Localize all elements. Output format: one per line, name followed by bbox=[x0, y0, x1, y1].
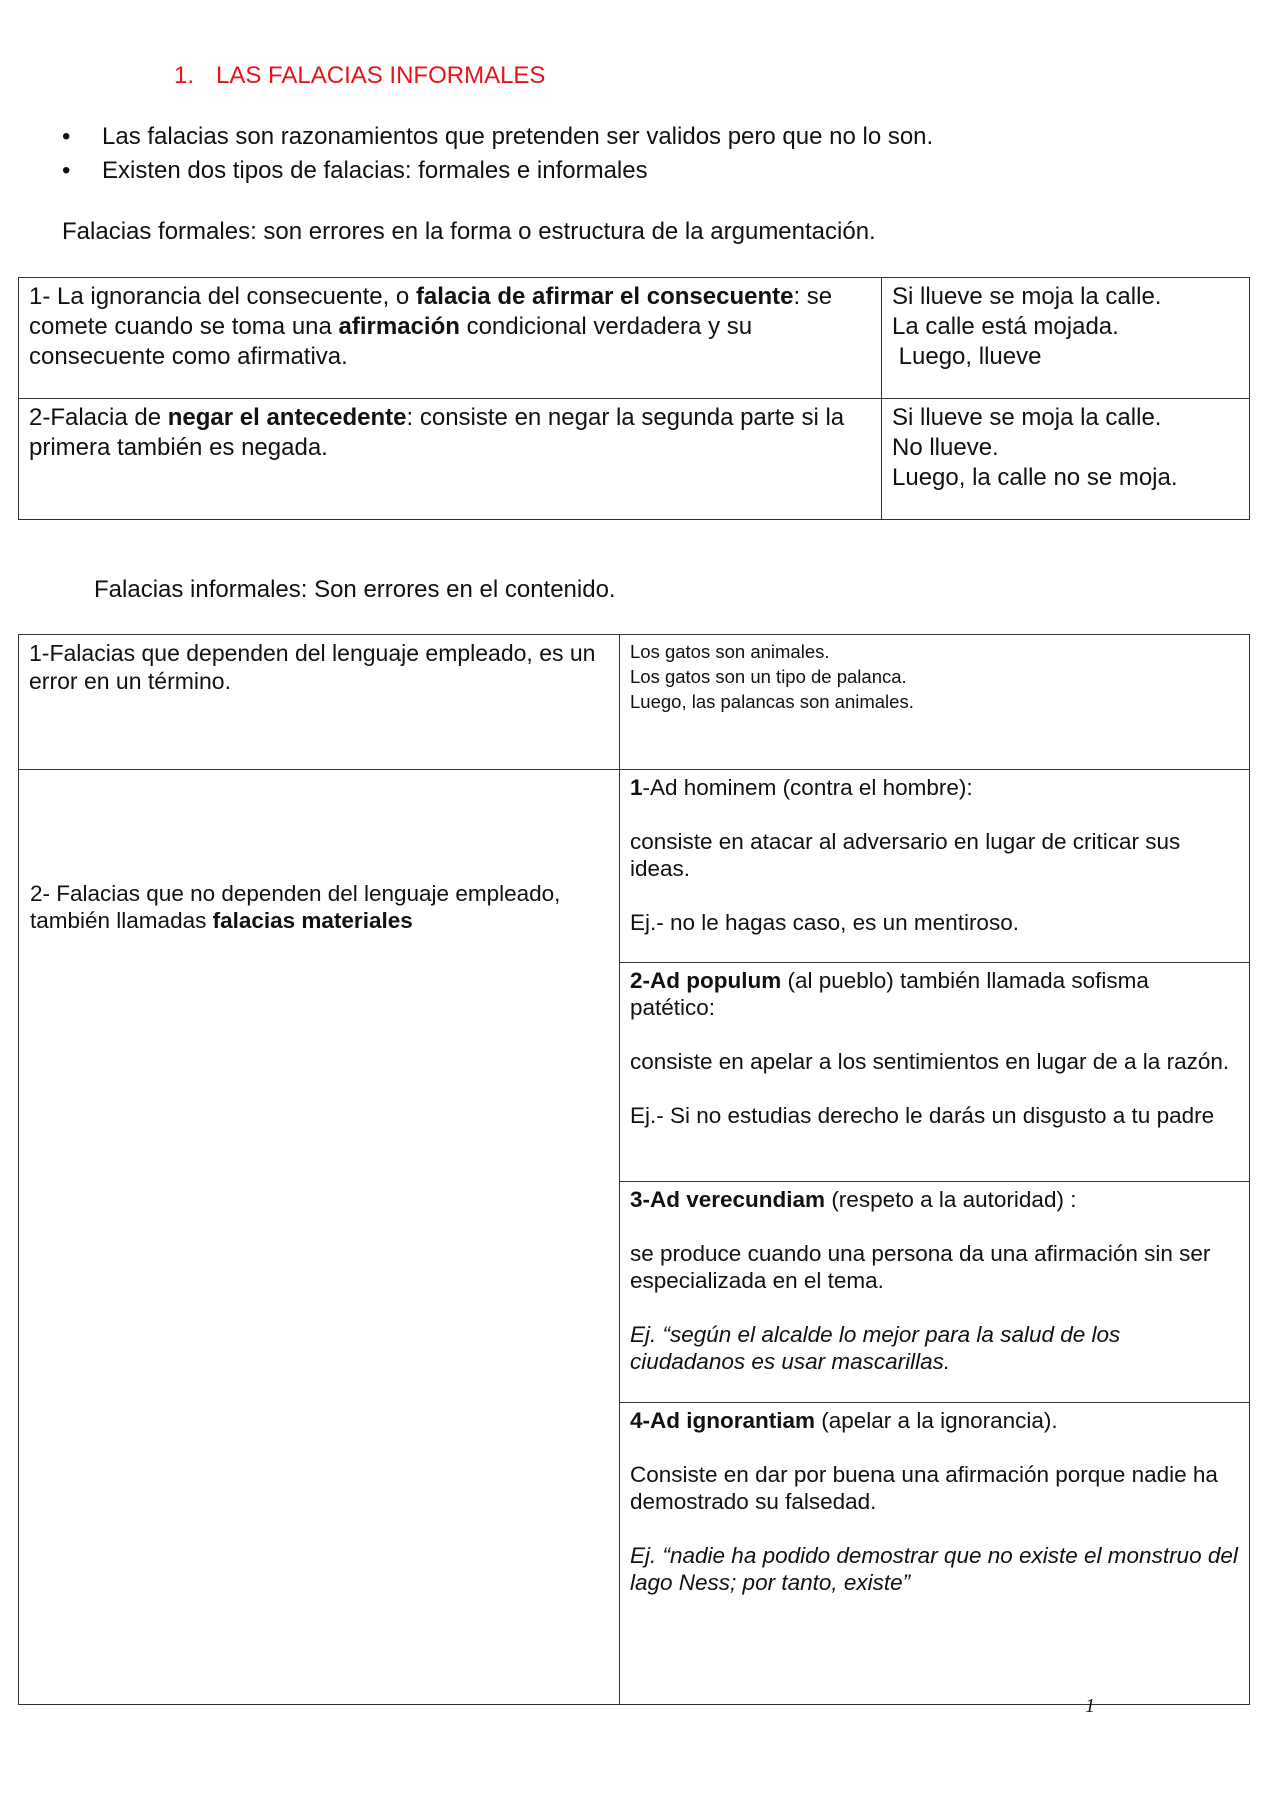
fallacy-name: (apelar a la ignorancia). bbox=[815, 1408, 1058, 1433]
text: condicional verdadera y su consecuente como afirmativa. bbox=[29, 313, 753, 370]
formal-example-cell bbox=[882, 399, 1250, 520]
formal-definition-cell bbox=[19, 278, 882, 399]
text: : consiste en negar la segunda parte si la primera también es negada. bbox=[29, 404, 845, 461]
example-line: La calle está mojada. bbox=[892, 313, 1119, 340]
language-fallacy-cell: 1-Falacias que dependen del lenguaje empleado, es un error en un término. bbox=[19, 635, 620, 770]
fallacy-example: Ej. “según el alcalde lo mejor para la salud de los ciudadanos es usar mascarillas. bbox=[630, 1322, 1121, 1374]
fallacy-name: (al pueblo) también llamada sofisma patético: bbox=[630, 968, 1149, 1020]
formal-example-cell bbox=[882, 278, 1250, 399]
example-line: Luego, las palancas son animales. bbox=[630, 691, 914, 712]
fallacy-name: -Ad hominem (contra el hombre): bbox=[642, 775, 973, 800]
fallacy-description: consiste en apelar a los sentimientos en lugar de a la razón. bbox=[630, 1049, 1230, 1074]
text: 2- Falacias que no dependen del lenguaje empleado, también llamadas bbox=[30, 881, 561, 933]
fallacy-cell-ad-verecundiam bbox=[620, 1182, 1250, 1403]
table-row bbox=[19, 635, 1250, 770]
informal-fallacies-table bbox=[18, 634, 1250, 1705]
bold-term: falacias materiales bbox=[212, 908, 413, 933]
formal-definition-cell bbox=[19, 399, 882, 520]
example-line: No llueve. bbox=[892, 434, 999, 461]
example-line: Luego, llueve bbox=[892, 343, 1042, 370]
table-row bbox=[19, 399, 1250, 520]
section-title-text: LAS FALACIAS INFORMALES bbox=[216, 62, 546, 89]
example-line: Los gatos son un tipo de palanca. bbox=[630, 666, 907, 687]
fallacy-number: 2-Ad populum bbox=[630, 968, 782, 993]
bullet-item: • Las falacias son razonamientos que pretenden ser validos pero que no lo son. bbox=[58, 120, 933, 154]
text: : se comete cuando se toma una bbox=[29, 283, 833, 340]
fallacy-example: Ej.- Si no estudias derecho le darás un disgusto a tu padre bbox=[630, 1103, 1215, 1128]
example-line: Si llueve se moja la calle. bbox=[892, 283, 1162, 310]
fallacy-description: se produce cuando una persona da una afirmación sin ser especializada en el tema. bbox=[630, 1241, 1211, 1293]
text: 2-Falacia de bbox=[29, 404, 168, 431]
fallacy-number: 3-Ad verecundiam bbox=[630, 1187, 826, 1212]
fallacy-number: 4-Ad ignorantiam bbox=[630, 1408, 816, 1433]
example-line: Si llueve se moja la calle. bbox=[892, 404, 1162, 431]
language-example-cell bbox=[620, 635, 1250, 770]
fallacy-name: (respeto a la autoridad) : bbox=[825, 1187, 1077, 1212]
bold-term: negar el antecedente bbox=[167, 404, 407, 431]
section-number: 1. bbox=[174, 62, 195, 89]
bold-term: falacia de afirmar el consecuente bbox=[415, 283, 794, 310]
section-title bbox=[174, 62, 545, 90]
fallacy-description: consiste en atacar al adversario en lugar de criticar sus ideas. bbox=[630, 829, 1181, 881]
bullet-item: • Existen dos tipos de falacias: formales e informales bbox=[58, 154, 933, 188]
table-row bbox=[19, 278, 1250, 399]
fallacy-example: Ej.- no le hagas caso, es un mentiroso. bbox=[630, 910, 1019, 935]
fallacy-cell-ad-hominem bbox=[620, 770, 1250, 963]
example-line: Luego, la calle no se moja. bbox=[892, 464, 1178, 491]
formal-intro: Falacias formales: son errores en la forma o estructura de la argumentación. bbox=[62, 218, 876, 245]
informal-intro: Falacias informales: Son errores en el contenido. bbox=[94, 576, 616, 603]
fallacy-number: 1 bbox=[630, 775, 643, 800]
fallacy-cell-ad-ignorantiam bbox=[620, 1403, 1250, 1705]
fallacy-cell-ad-populum bbox=[620, 963, 1250, 1182]
material-fallacies-label bbox=[30, 880, 600, 934]
bullet-list bbox=[58, 120, 933, 188]
fallacy-description: Consiste en dar por buena una afirmación porque nadie ha demostrado su falsedad. bbox=[630, 1462, 1218, 1514]
page-number: 1 bbox=[1085, 1695, 1095, 1717]
fallacy-example: Ej. “nadie ha podido demostrar que no existe el monstruo del lago Ness; por tanto, existe” bbox=[630, 1543, 1238, 1595]
text: 1- La ignorancia del consecuente, o bbox=[29, 283, 416, 310]
bold-term: afirmación bbox=[338, 313, 460, 340]
example-line: Los gatos son animales. bbox=[630, 641, 830, 662]
